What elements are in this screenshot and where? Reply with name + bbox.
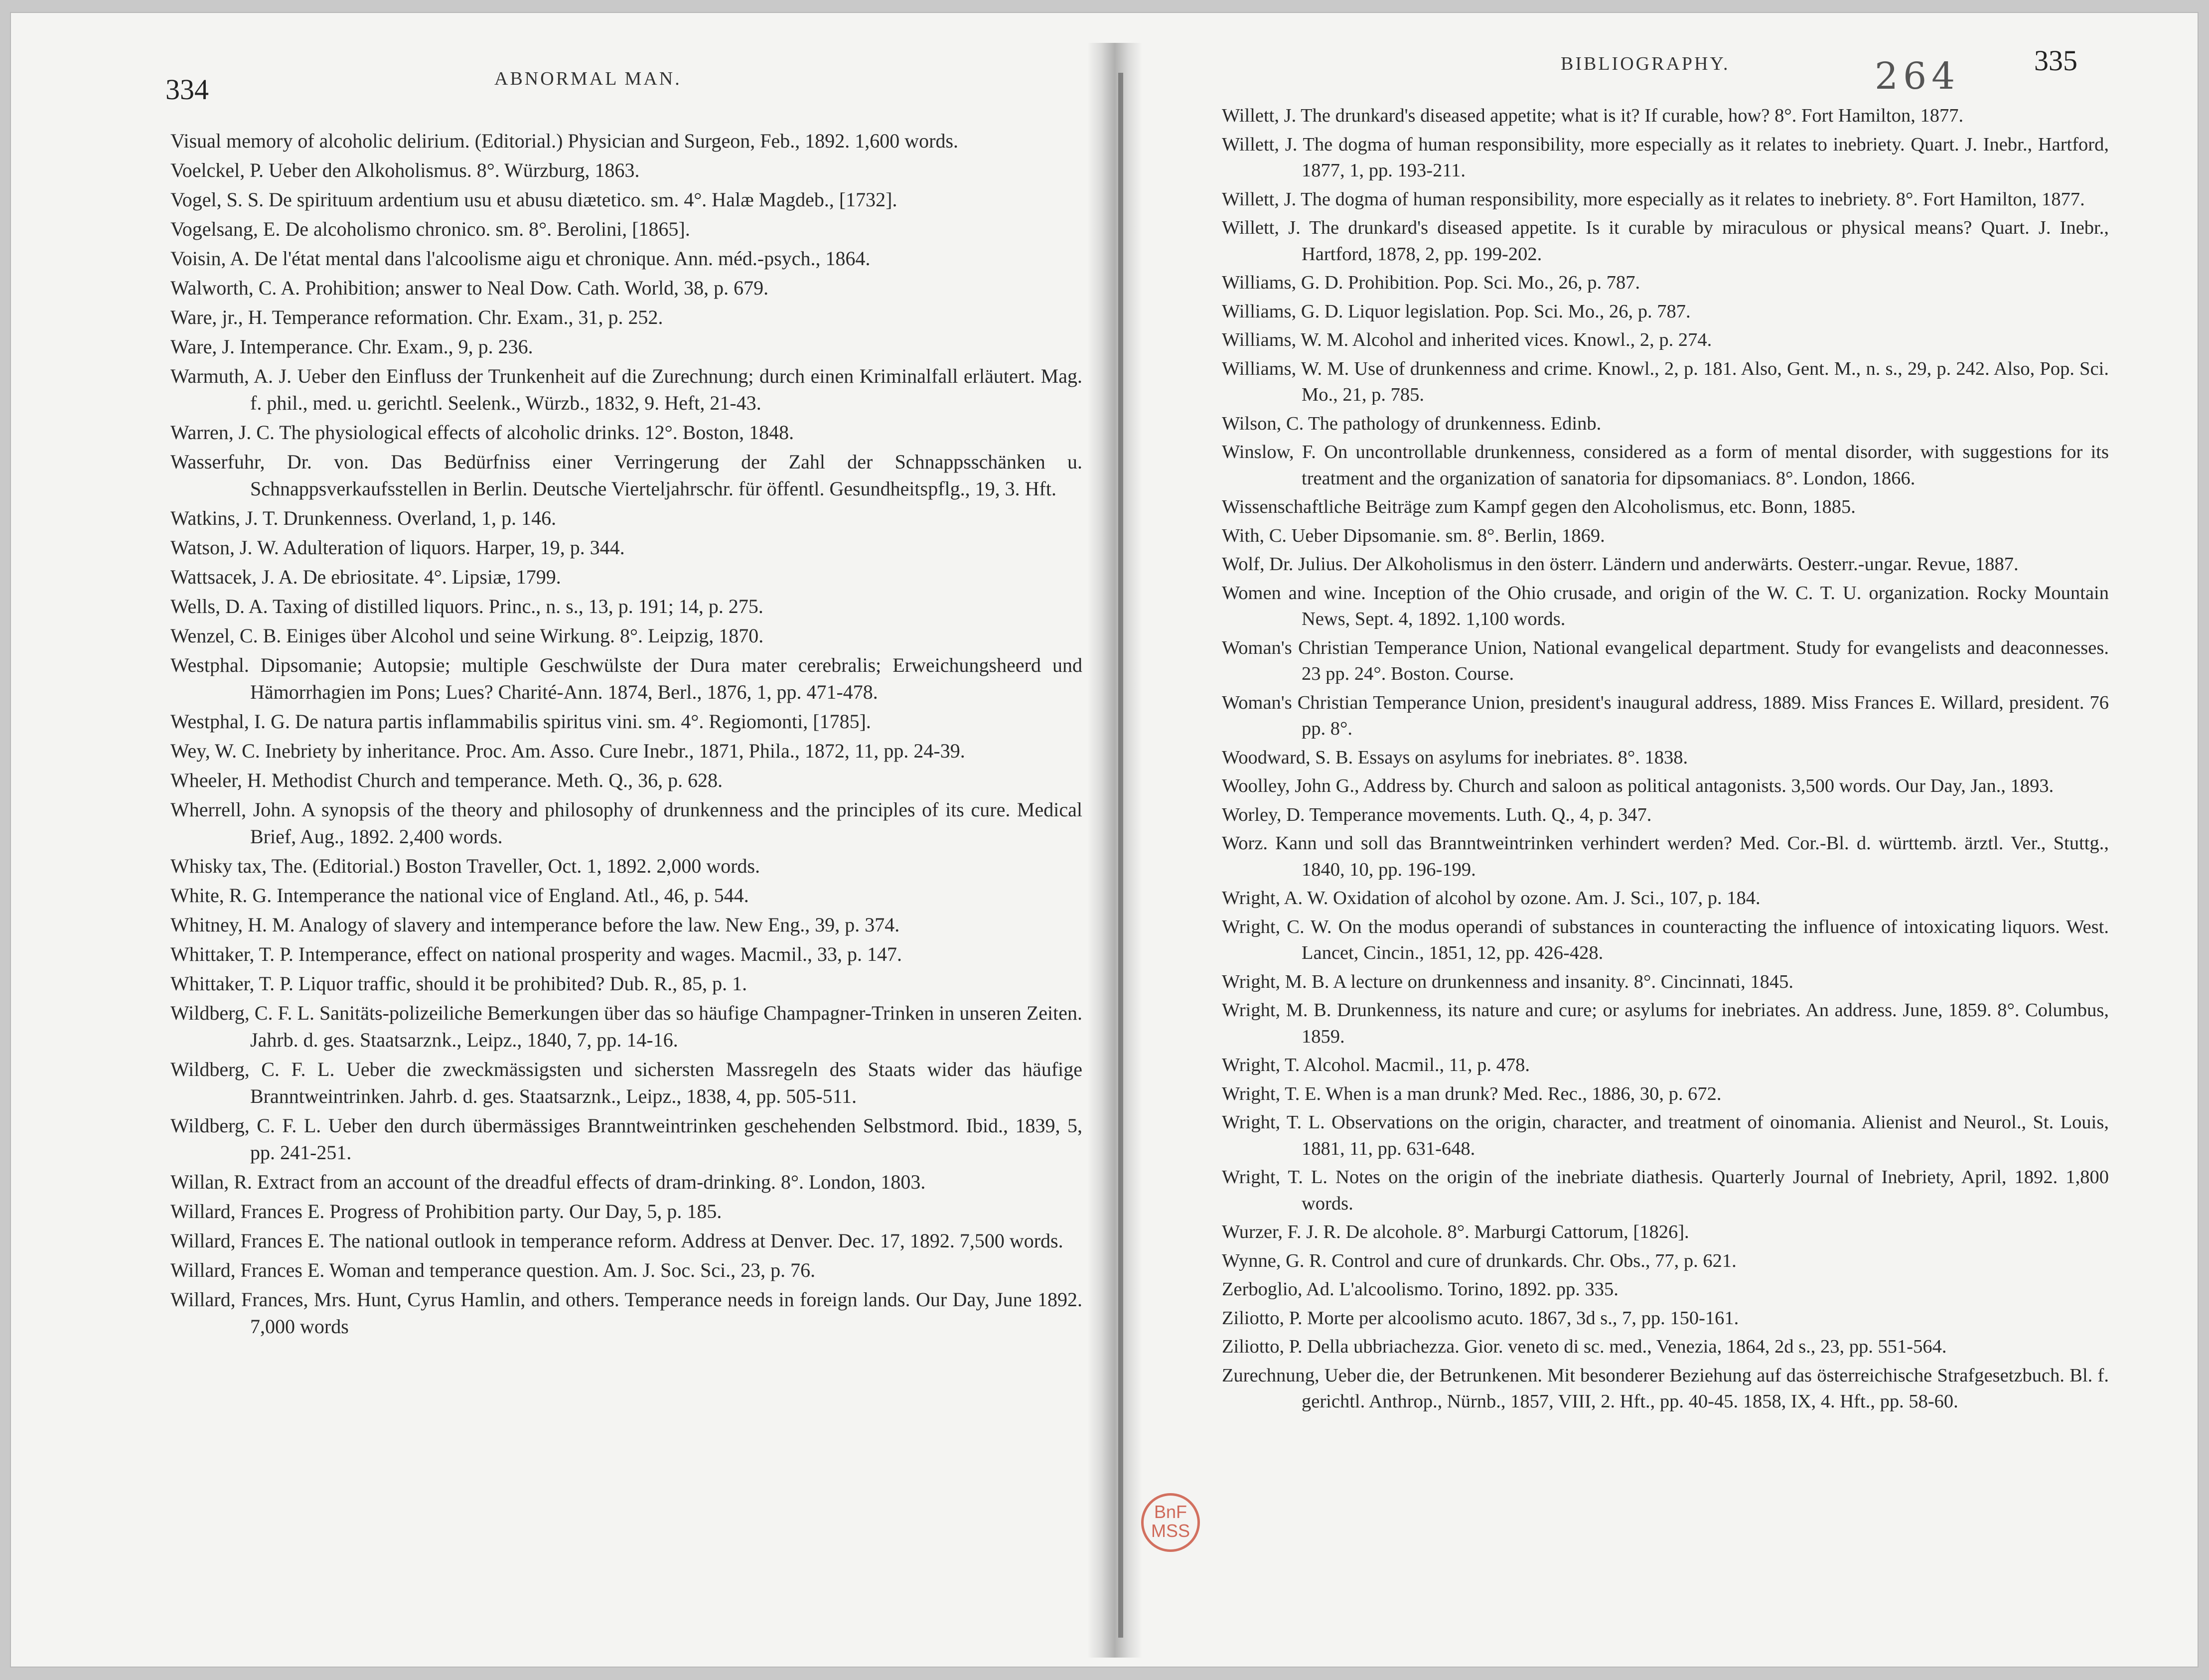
bibliography-entry: Watson, J. W. Adulteration of liquors. Harper, 19, p. 344. <box>170 536 625 559</box>
bibliography-entry: Wynne, G. R. Control and cure of drunkards. Chr. Obs., 77, p. 621. <box>1222 1250 1737 1271</box>
bibliography-entry: Westphal. Dipsomanie; Autopsie; multiple Geschwülste der Dura mater cerebralis; Erweichungsheerd und Hämorrhagien im Pons; Lues? Charité-Ann. 1874, Berl., 1876, 1, pp. 471-478. <box>170 654 1082 703</box>
bibliography-entry: Williams, W. M. Use of drunkenness and crime. Knowl., 2, p. 181. Also, Gent. M., n. s., 29, p. 242. Also, Pop. Sci. Mo., 21, p. 785. <box>1222 358 2109 405</box>
bibliography-entry: Woodward, S. B. Essays on asylums for inebriates. 8°. 1838. <box>1222 747 1688 768</box>
bibliography-entry: Vogelsang, E. De alcoholismo chronico. sm. 8°. Berolini, [1865]. <box>170 218 690 240</box>
bibliography-entry: Willett, J. The drunkard's diseased appetite; what is it? If curable, how? 8°. Fort Hamilton, 1877. <box>1222 105 1964 126</box>
bibliography-entry: Voelckel, P. Ueber den Alkoholismus. 8°. Würzburg, 1863. <box>170 159 640 181</box>
stamp-line-1: BnF <box>1154 1502 1187 1522</box>
bibliography-entry: Whittaker, T. P. Intemperance, effect on national prosperity and wages. Macmil., 33, p. 147. <box>170 943 902 965</box>
bibliography-entry: Westphal, I. G. De natura partis inflammabilis spiritus vini. sm. 4°. Regiomonti, [1785]. <box>170 710 871 733</box>
bibliography-entry: Ware, J. Intemperance. Chr. Exam., 9, p. 236. <box>170 335 533 358</box>
bibliography-entry: Willan, R. Extract from an account of the dreadful effects of dram-drinking. 8°. London, 1803. <box>170 1171 926 1193</box>
bibliography-entry: Willard, Frances, Mrs. Hunt, Cyrus Hamlin, and others. Temperance needs in foreign lands. Our Day, June 1892. 7,000 words <box>170 1288 1082 1338</box>
bibliography-entry: Wright, T. L. Notes on the origin of the inebriate diathesis. Quarterly Journal of Inebriety, April, 1892. 1,800 words. <box>1222 1167 2109 1214</box>
left-bibliography-list <box>170 128 1082 1343</box>
bibliography-entry: Wissenschaftliche Beiträge zum Kampf gegen den Alcoholismus, etc. Bonn, 1885. <box>1222 496 1856 517</box>
bibliography-entry: Willard, Frances E. Progress of Prohibition party. Our Day, 5, p. 185. <box>170 1200 722 1222</box>
bibliography-entry: Wenzel, C. B. Einiges über Alcohol und seine Wirkung. 8°. Leipzig, 1870. <box>170 624 764 647</box>
bibliography-entry: Wright, T. Alcohol. Macmil., 11, p. 478. <box>1222 1055 1530 1075</box>
bibliography-entry: Woman's Christian Temperance Union, National evangelical department. Study for evangelists and deaconnesses. 23 pp. 24°. Boston. Course. <box>1222 637 2109 684</box>
stamp-line-2: MSS <box>1151 1521 1190 1541</box>
bibliography-entry: Wurzer, F. J. R. De alcohole. 8°. Marburgi Cattorum, [1826]. <box>1222 1222 1689 1242</box>
bibliography-entry: Williams, G. D. Prohibition. Pop. Sci. Mo., 26, p. 787. <box>1222 272 1640 293</box>
bibliography-entry: Willard, Frances E. Woman and temperance question. Am. J. Soc. Sci., 23, p. 76. <box>170 1259 816 1281</box>
right-bibliography-list <box>1222 103 2109 1417</box>
bibliography-entry: Wherrell, John. A synopsis of the theory and philosophy of drunkenness and the principles of its cure. Medical Brief, Aug., 1892. 2,400 words. <box>170 798 1082 848</box>
bibliography-entry: Whisky tax, The. (Editorial.) Boston Traveller, Oct. 1, 1892. 2,000 words. <box>170 855 760 877</box>
bibliography-entry: Wilson, C. The pathology of drunkenness. Edinb. <box>1222 413 1602 434</box>
bibliography-entry: Zurechnung, Ueber die, der Betrunkenen. Mit besonderer Beziehung auf das österreichische Strafgesetzbuch. Bl. f. gerichtl. Anthrop., Nürnb., 1857, VIII, 2. Hft., pp. 40-45. 1858, IX, 4. Hft., pp. 58-60. <box>1222 1365 2109 1412</box>
bibliography-entry: Ziliotto, P. Della ubbriachezza. Gior. veneto di sc. med., Venezia, 1864, 2d s., 23, pp. 551-564. <box>1222 1336 1947 1357</box>
bibliography-entry: Wheeler, H. Methodist Church and temperance. Meth. Q., 36, p. 628. <box>170 769 723 791</box>
bibliography-entry: Ware, jr., H. Temperance reformation. Chr. Exam., 31, p. 252. <box>170 306 663 328</box>
bibliography-entry: Wells, D. A. Taxing of distilled liquors. Princ., n. s., 13, p. 191; 14, p. 275. <box>170 595 763 617</box>
bibliography-entry: Women and wine. Inception of the Ohio crusade, and origin of the W. C. T. U. organization. Rocky Mountain News, Sept. 4, 1892. 1,100 words. <box>1222 582 2109 629</box>
bibliography-entry: Vogel, S. S. De spirituum ardentium usu et abusu diætetico. sm. 4°. Halæ Magdeb., [1732]. <box>170 188 897 211</box>
bibliography-entry: Wright, C. W. On the modus operandi of substances in counteracting the influence of intoxicating liquors. West. Lancet, Cincin., 1851, 12, pp. 426-428. <box>1222 916 2109 963</box>
bibliography-entry: Ziliotto, P. Morte per alcoolismo acuto. 1867, 3d s., 7, pp. 150-161. <box>1222 1307 1739 1329</box>
bibliography-entry: Winslow, F. On uncontrollable drunkenness, considered as a form of mental disorder, with suggestions for its treatment and the organization of sanatoria for dipsomaniacs. 8°. London, 1866. <box>1222 442 2109 489</box>
left-running-head: ABNORMAL MAN. <box>494 68 682 89</box>
scanned-sheet <box>11 13 2198 1667</box>
bibliography-entry: Whittaker, T. P. Liquor traffic, should it be prohibited? Dub. R., 85, p. 1. <box>170 972 747 995</box>
bibliography-entry: Willard, Frances E. The national outlook in temperance reform. Address at Denver. Dec. 17, 1892. 7,500 words. <box>170 1229 1063 1252</box>
bibliography-entry: Watkins, J. T. Drunkenness. Overland, 1, p. 146. <box>170 507 557 529</box>
bibliography-entry: Whitney, H. M. Analogy of slavery and intemperance before the law. New Eng., 39, p. 374. <box>170 914 900 936</box>
bibliography-entry: With, C. Ueber Dipsomanie. sm. 8°. Berlin, 1869. <box>1222 525 1605 546</box>
bibliography-entry: Willett, J. The drunkard's diseased appetite. Is it curable by miraculous or physical means? Quart. J. Inebr., Hartford, 1878, 2, pp. 199-202. <box>1222 217 2109 265</box>
bibliography-entry: Wright, M. B. A lecture on drunkenness and insanity. 8°. Cincinnati, 1845. <box>1222 971 1793 992</box>
bibliography-entry: Worley, D. Temperance movements. Luth. Q., 4, p. 347. <box>1222 804 1652 825</box>
bibliography-entry: Wright, T. L. Observations on the origin, character, and treatment of oinomania. Alienist and Neurol., St. Louis, 1881, 11, pp. 631-648. <box>1222 1112 2109 1159</box>
bibliography-entry: Wright, A. W. Oxidation of alcohol by ozone. Am. J. Sci., 107, p. 184. <box>1222 888 1761 909</box>
bibliography-entry: Williams, W. M. Alcohol and inherited vices. Knowl., 2, p. 274. <box>1222 329 1712 350</box>
bibliography-entry: Wright, M. B. Drunkenness, its nature and cure; or asylums for inebriates. An address. June, 1859. 8°. Columbus, 1859. <box>1222 1000 2109 1047</box>
bibliography-entry: Williams, G. D. Liquor legislation. Pop. Sci. Mo., 26, p. 787. <box>1222 301 1691 322</box>
bibliography-entry: Voisin, A. De l'état mental dans l'alcoolisme aigu et chronique. Ann. méd.-psych., 1864. <box>170 247 871 270</box>
bibliography-entry: Wattsacek, J. A. De ebriositate. 4°. Lipsiæ, 1799. <box>170 566 561 588</box>
right-page <box>1222 13 2109 1412</box>
bibliography-entry: Willett, J. The dogma of human responsibility, more especially as it relates to inebriety. Quart. J. Inebr., Hartford, 1877, 1, pp. 193-211. <box>1222 134 2109 181</box>
bibliography-entry: Wright, T. E. When is a man drunk? Med. Rec., 1886, 30, p. 672. <box>1222 1083 1722 1104</box>
left-page-number: 334 <box>165 73 209 106</box>
bibliography-entry: Wildberg, C. F. L. Sanitäts-polizeiliche Bemerkungen über das so häufige Champagner-Trinken in unseren Zeiten. Jahrb. d. ges. Staatsarznk., Leipz., 1840, 7, pp. 14-16. <box>170 1002 1082 1051</box>
bibliography-entry: Warmuth, A. J. Ueber den Einfluss der Trunkenheit auf die Zurechnung; durch einen Kriminalfall erläutert. Mag. f. phil., med. u. gerichtl. Seelenk., Würzb., 1832, 9. Heft, 21-43. <box>170 365 1082 414</box>
library-stamp <box>1141 1493 1200 1552</box>
right-page-number: 335 <box>2034 44 2077 77</box>
bibliography-entry: Wildberg, C. F. L. Ueber den durch übermässiges Branntweintrinken geschehenden Selbstmord. Ibid., 1839, 5, pp. 241-251. <box>170 1114 1082 1164</box>
left-page-header <box>165 13 1082 118</box>
bibliography-entry: Wasserfuhr, Dr. von. Das Bedürfniss einer Verringerung der Zahl der Schnappsschänken u. Schnappsverkaufsstellen in Berlin. Deutsche Vierteljahrschr. für öffentl. Gesundheitspflg., 19, 3. Hft. <box>170 451 1082 500</box>
bibliography-entry: White, R. G. Intemperance the national vice of England. Atl., 46, p. 544. <box>170 884 749 907</box>
bibliography-entry: Zerboglio, Ad. L'alcoolismo. Torino, 1892. pp. 335. <box>1222 1279 1619 1300</box>
right-page-header <box>1222 13 2109 118</box>
bibliography-entry: Woolley, John G., Address by. Church and saloon as political antagonists. 3,500 words. Our Day, Jan., 1893. <box>1222 775 2054 796</box>
right-running-head: BIBLIOGRAPHY. <box>1561 53 1730 74</box>
bibliography-entry: Worz. Kann und soll das Branntweintrinken verhindert werden? Med. Cor.-Bl. d. württemb. ärztl. Ver., Stuttg., 1840, 10, pp. 196-199. <box>1222 833 2109 880</box>
bibliography-entry: Wolf, Dr. Julius. Der Alkoholismus in den österr. Ländern und anderwärts. Oesterr.-ungar. Revue, 1887. <box>1222 554 2019 575</box>
bibliography-entry: Willett, J. The dogma of human responsibility, more especially as it relates to inebriety. 8°. Fort Hamilton, 1877. <box>1222 188 2085 210</box>
handwritten-folio-number: 264 <box>1875 55 1960 98</box>
bibliography-entry: Woman's Christian Temperance Union, president's inaugural address, 1889. Miss Frances E. Willard, president. 76 pp. 8°. <box>1222 692 2109 739</box>
bibliography-entry: Visual memory of alcoholic delirium. (Editorial.) Physician and Surgeon, Feb., 1892. 1,600 words. <box>170 130 959 152</box>
book-gutter-shadow <box>1087 43 1142 1658</box>
left-page <box>165 13 1082 1338</box>
book-gutter-line <box>1118 73 1123 1638</box>
bibliography-entry: Wildberg, C. F. L. Ueber die zweckmässigsten und sichersten Massregeln des Staats wider das häufige Branntweintrinken. Jahrb. d. ges. Staatsarznk., Leipz., 1838, 4, pp. 505-511. <box>170 1058 1082 1107</box>
bibliography-entry: Wey, W. C. Inebriety by inheritance. Proc. Am. Asso. Cure Inebr., 1871, Phila., 1872, 11, pp. 24-39. <box>170 740 965 762</box>
bibliography-entry: Warren, J. C. The physiological effects of alcoholic drinks. 12°. Boston, 1848. <box>170 421 794 444</box>
bibliography-entry: Walworth, C. A. Prohibition; answer to Neal Dow. Cath. World, 38, p. 679. <box>170 277 769 299</box>
